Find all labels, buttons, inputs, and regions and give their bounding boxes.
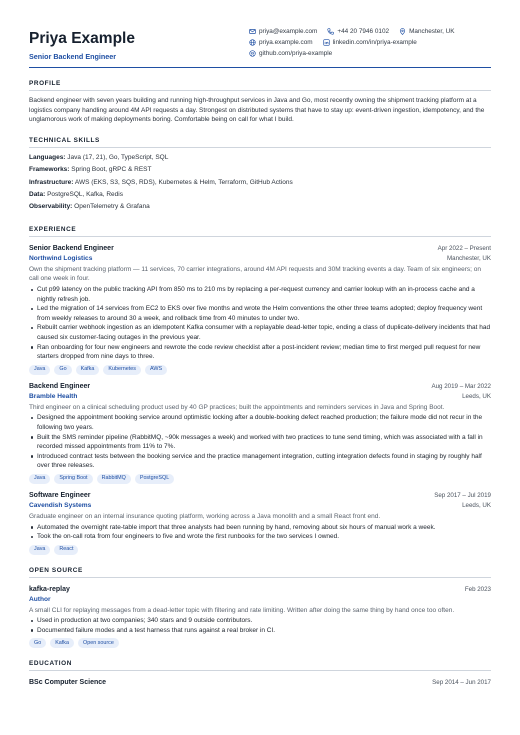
- bullet-item: Rebuilt carrier webhook ingestion as an idempotent Kafka consumer with a replayable dead-letter topic, ending a class of duplicate-delivery incidents that had caused six customer-facing outages in the previous year.: [29, 323, 491, 342]
- skill-value: AWS (EKS, S3, SQS, RDS), Kubernetes & Helm, Terraform, GitHub Actions: [74, 178, 293, 186]
- person-name: Priya Example: [29, 30, 135, 47]
- contact-row-1: [249, 26, 491, 37]
- profile-heading: PROFILE: [29, 80, 491, 91]
- job-title: Backend Engineer: [29, 382, 91, 390]
- job-bullets: [29, 523, 491, 542]
- education-head: [29, 677, 491, 688]
- job-description: Graduate engineer on an internal insurance quoting platform, working across a Java monolith and a small React front end.: [29, 512, 381, 520]
- tag: RabbitMQ: [97, 474, 131, 484]
- tag: Java: [29, 365, 50, 375]
- bullet-item: Automated the overnight rate-table import that three analysts had been running by hand, removing about six hours of manual work a week.: [29, 523, 491, 533]
- job-head: [29, 381, 491, 392]
- skill-value: Java (17, 21), Go, TypeScript, SQL: [67, 153, 169, 161]
- tag: AWS: [145, 365, 167, 375]
- skill-row-infrastructure: [29, 177, 491, 189]
- skill-value: OpenTelemetry & Grafana: [74, 203, 150, 211]
- phone-text: +44 20 7946 0102: [337, 28, 390, 35]
- tag: Java: [29, 474, 50, 484]
- skill-label: Infrastructure:: [29, 178, 74, 186]
- skill-row-data: [29, 189, 491, 201]
- job-location: Manchester, UK: [446, 254, 491, 262]
- job-sub: [29, 501, 491, 511]
- open-source-heading: OPEN SOURCE: [29, 567, 491, 578]
- bullet-item: Documented failure modes and a test harness that runs against a real broker in CI.: [29, 626, 491, 636]
- project-description: A small CLI for replaying messages from a dead-letter topic with filtering and rate limiting. Written after doing the same thing by hand once too often.: [29, 606, 455, 614]
- skill-label: Data:: [29, 191, 46, 198]
- degree-title: BSc Computer Science: [29, 679, 107, 687]
- bullet-item: Built the SMS reminder pipeline (RabbitMQ, ~90k messages a week) and worked with two practices to tune send timing, which was associated with a fall in recorded missed appointments from 11% to 7%.: [29, 433, 491, 452]
- bullet-item: Introduced contract tests between the booking service and the practice management integration, cutting integration defects found in staging by roughly half over three releases.: [29, 452, 491, 471]
- tag: Kafka: [50, 638, 74, 648]
- job-location: Leeds, UK: [462, 501, 491, 509]
- email-text: priya@example.com: [259, 28, 318, 35]
- contact-block: [249, 26, 491, 59]
- profile-text: Backend engineer with seven years building and running high-throughput services in Java and Go, most recently owning the shipment tracking platform at a logistics company handling around 4M API requests a day. Strongest on distributed systems that have to stay up: event-driven ingestion, idempotency, and the unglamorous work of making deployments boring. Comfortable being on call for what I build.: [29, 97, 485, 124]
- skills-heading: TECHNICAL SKILLS: [29, 137, 491, 148]
- tag: Go: [29, 638, 46, 648]
- bullet-item: Led the migration of 14 services from EC2 to EKS over five months and wrote the Helm conventions the other three teams adopted; deploy frequency went from weekly releases to around 30 a week, and rollback time from 40 minutes to under two.: [29, 304, 491, 323]
- skill-value: Spring Boot, gRPC & REST: [71, 166, 152, 174]
- website-link[interactable]: [249, 39, 313, 46]
- job-entry: [29, 381, 491, 484]
- tag: Go: [54, 365, 71, 375]
- tag: PostgreSQL: [135, 474, 174, 484]
- phone-link[interactable]: [327, 28, 389, 35]
- location-text: Manchester, UK: [409, 28, 455, 35]
- job-tags: [29, 474, 491, 484]
- project-role: Author: [29, 595, 51, 603]
- job-company: Cavendish Systems: [29, 501, 92, 509]
- project-tags: [29, 638, 491, 648]
- job-company: Northwind Logistics: [29, 254, 93, 262]
- education-dates: Sep 2014 – Jun 2017: [432, 679, 491, 687]
- contact-row-2: [249, 37, 491, 48]
- tag: Kubernetes: [103, 365, 141, 375]
- mail-icon: [249, 28, 256, 35]
- location-pin-icon: [399, 28, 406, 35]
- job-sub: [29, 392, 491, 402]
- job-head: [29, 243, 491, 254]
- linkedin-text: linkedin.com/in/priya-example: [332, 39, 417, 46]
- project-head: [29, 584, 491, 595]
- phone-icon: [327, 28, 334, 35]
- github-icon: [249, 50, 256, 57]
- contact-row-3: [249, 48, 491, 59]
- job-title: Senior Backend Engineer: [29, 244, 114, 252]
- tag: Java: [29, 545, 50, 555]
- resume-header: [29, 26, 491, 68]
- globe-icon: [249, 39, 256, 46]
- job-head: [29, 490, 491, 501]
- job-tags: [29, 545, 491, 555]
- bullet-item: Ran onboarding for four new engineers and rewrote the code review checklist after a post-incident review; median time to first merged pull request for new starters dropped from nine days to three.: [29, 343, 491, 362]
- identity: [29, 26, 135, 61]
- github-text: github.com/priya-example: [259, 50, 333, 57]
- job-tags: [29, 365, 491, 375]
- github-link[interactable]: [249, 50, 332, 57]
- job-bullets: [29, 413, 491, 471]
- job-description: Third engineer on a clinical scheduling product used by 40 GP practices; built the appointments and reminders services in Java and Spring Boot.: [29, 403, 445, 411]
- linkedin-link[interactable]: [323, 39, 417, 46]
- project-title: kafka-replay: [29, 585, 70, 593]
- education-heading: EDUCATION: [29, 660, 491, 671]
- job-dates: Aug 2019 – Mar 2022: [431, 382, 491, 390]
- job-description: Own the shipment tracking platform — 11 services, 70 carrier integrations, around 4M API requests and 30M tracking events a day. Team of six engineers; on call one week in four.: [29, 265, 481, 283]
- tag: Open source: [78, 638, 119, 648]
- skill-value: PostgreSQL, Kafka, Redis: [47, 191, 123, 198]
- email-link[interactable]: [249, 28, 317, 35]
- job-company: Bramble Health: [29, 392, 78, 400]
- tag: React: [54, 545, 78, 555]
- experience-heading: EXPERIENCE: [29, 226, 491, 237]
- skill-row-languages: [29, 152, 491, 164]
- project-bullets: [29, 616, 491, 635]
- job-title: Software Engineer: [29, 491, 91, 499]
- bullet-item: Cut p99 latency on the public tracking API from 850 ms to 210 ms by replacing a per-request currency and carrier lookup with an in-process cache and a nightly refresh job.: [29, 285, 491, 304]
- skill-row-observability: [29, 201, 491, 213]
- tag: Spring Boot: [54, 474, 92, 484]
- job-dates: Apr 2022 – Present: [437, 244, 491, 252]
- linkedin-icon: [323, 39, 330, 46]
- skill-label: Frameworks:: [29, 166, 70, 174]
- job-bullets: [29, 285, 491, 362]
- bullet-item: Used in production at two companies; 340 stars and 9 outside contributors.: [29, 616, 491, 626]
- skill-label: Languages:: [29, 153, 66, 161]
- job-sub: [29, 254, 491, 264]
- project-date: Feb 2023: [464, 585, 491, 593]
- website-text: priya.example.com: [259, 39, 313, 46]
- project-entry: [29, 584, 491, 649]
- education-entry: [29, 677, 491, 688]
- job-entry: [29, 490, 491, 555]
- person-role: Senior Backend Engineer: [29, 52, 117, 61]
- job-dates: Sep 2017 – Jul 2019: [434, 491, 491, 499]
- tag: Kafka: [76, 365, 100, 375]
- skills-list: [29, 152, 491, 214]
- project-sub: [29, 595, 491, 605]
- skill-row-frameworks: [29, 164, 491, 176]
- skill-label: Observability:: [29, 203, 73, 211]
- location: [399, 28, 454, 35]
- bullet-item: Designed the appointment booking service around optimistic locking after a double-booking defect reached production; the failure mode did not recur in the following two years.: [29, 413, 491, 432]
- bullet-item: Took the on-call rota from four engineers to five and wrote the first runbooks for the two services I owned.: [29, 532, 491, 542]
- job-entry: [29, 243, 491, 375]
- job-location: Leeds, UK: [462, 392, 491, 400]
